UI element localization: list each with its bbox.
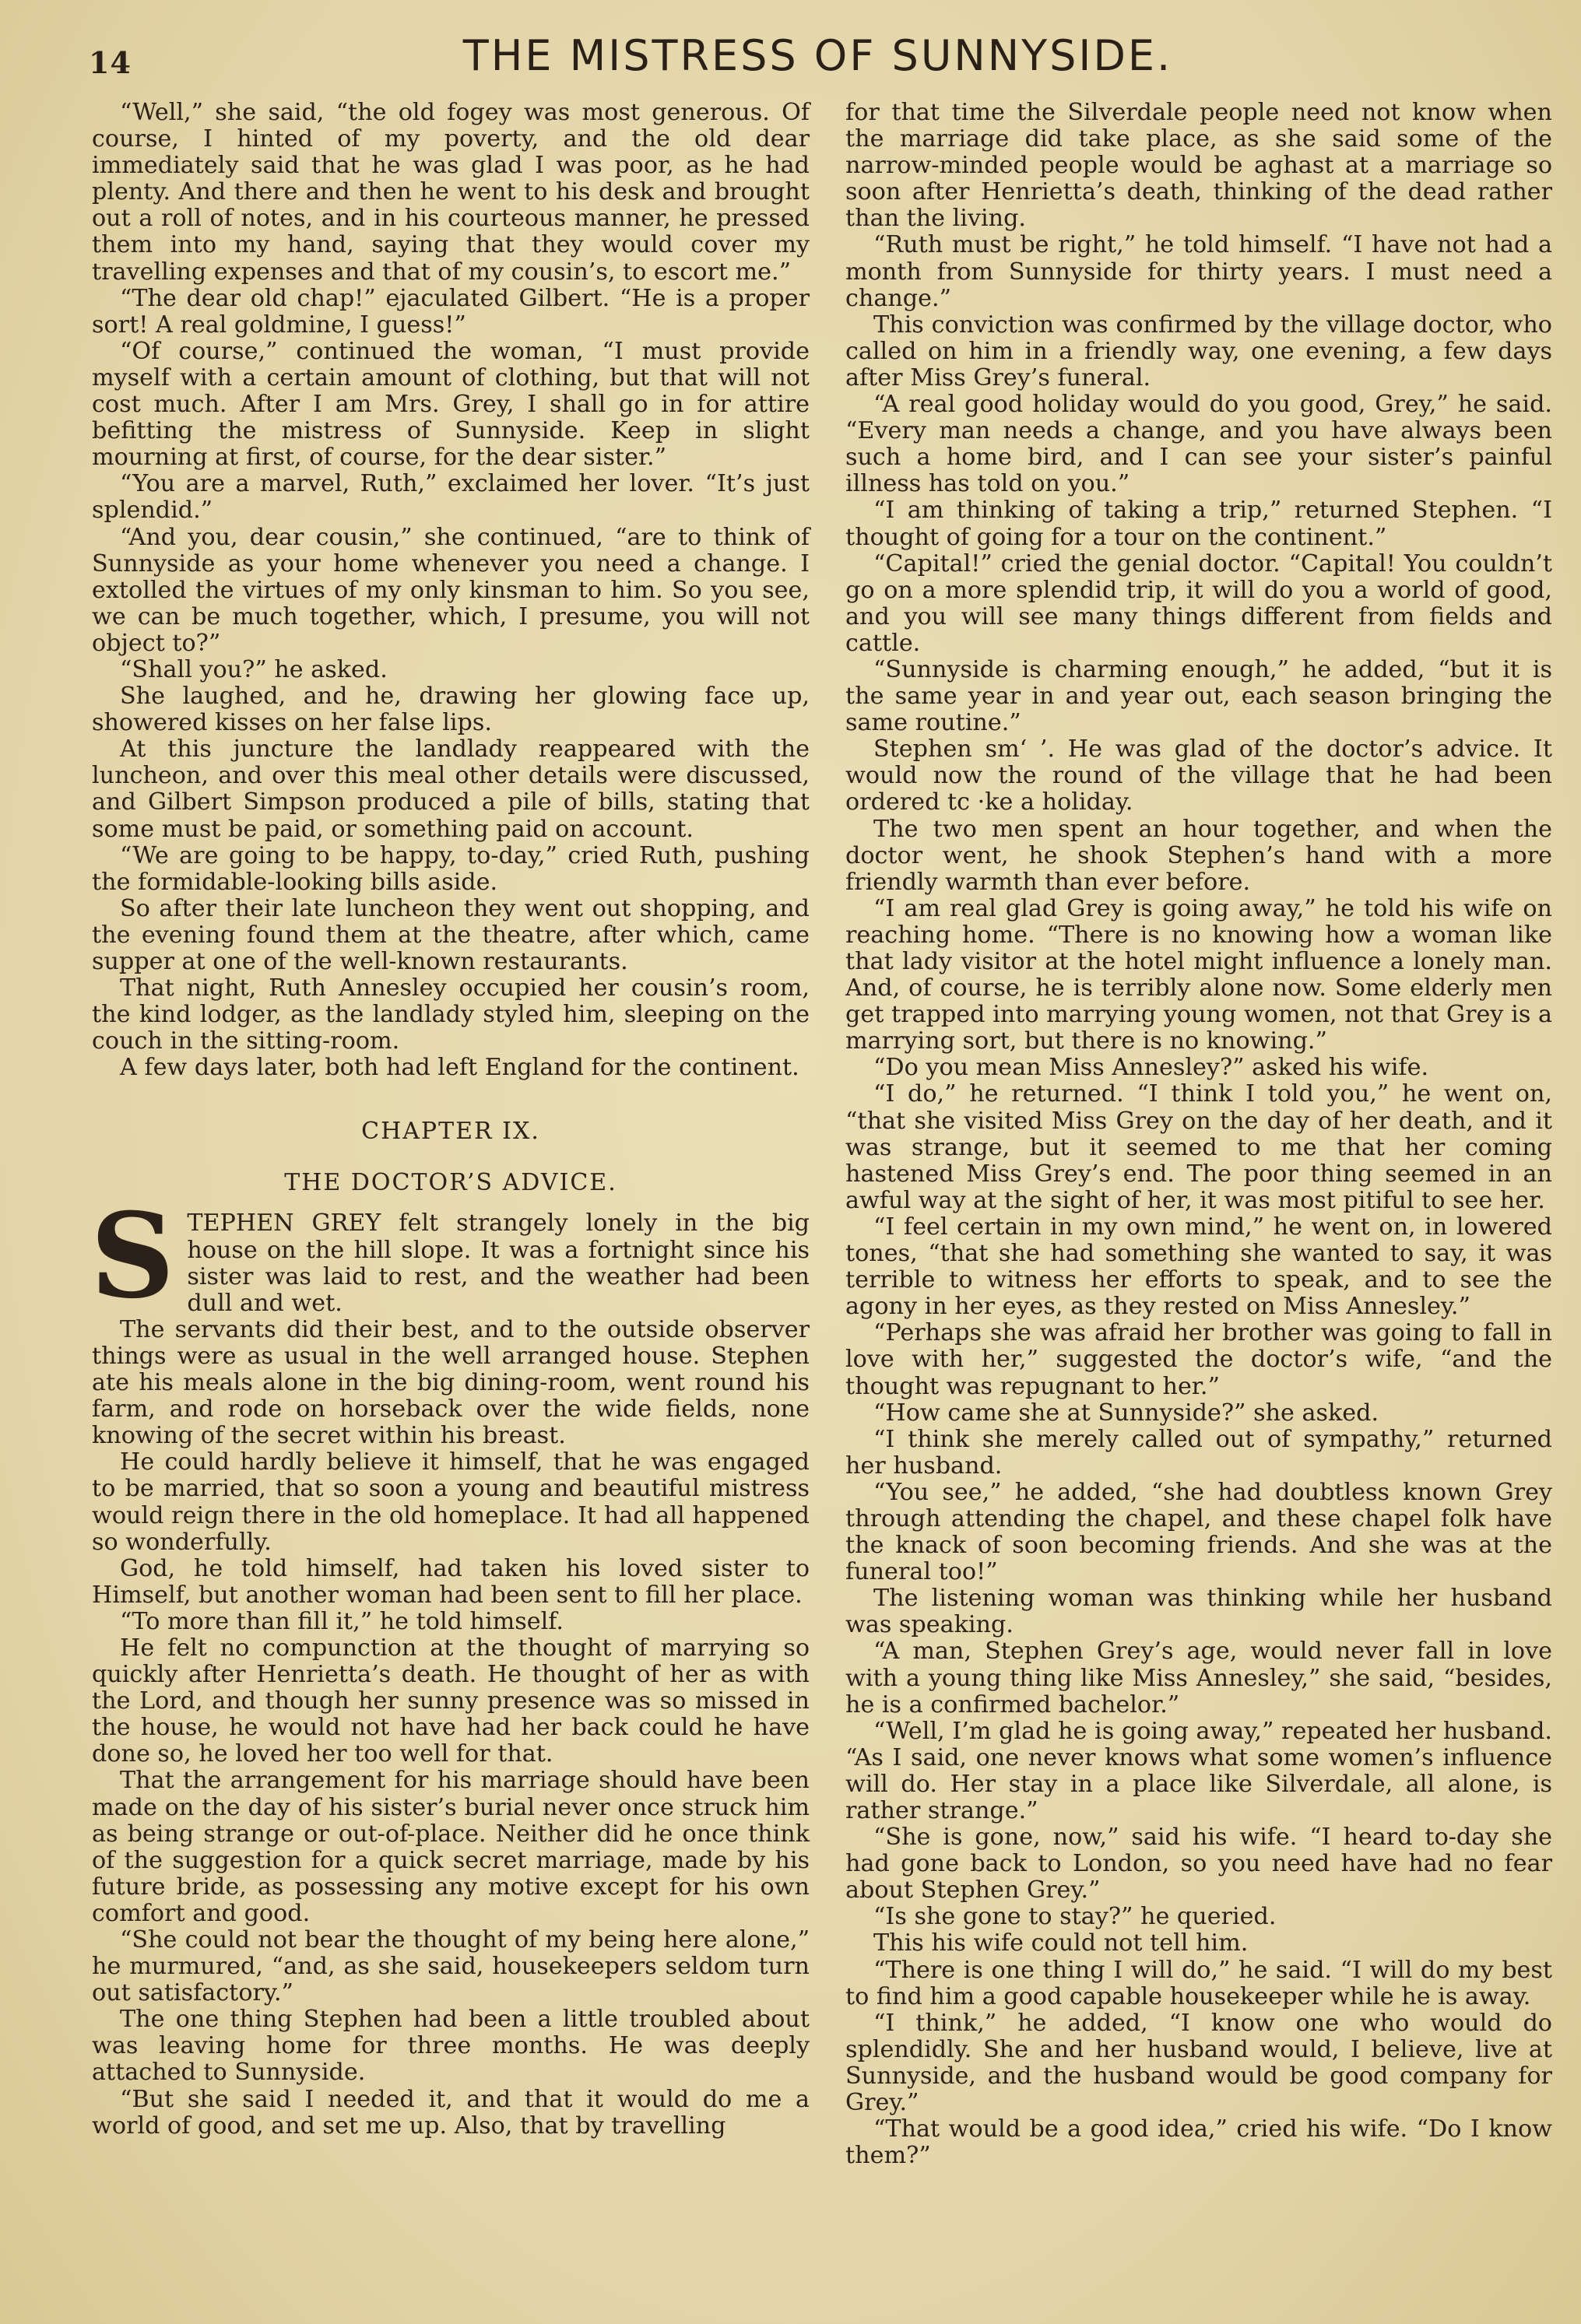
paragraph: “I think she merely called out of sympathy,” returned her husband. [845, 1425, 1552, 1480]
paragraph: “There is one thing I will do,” he said. “I will do my best to find him a good capable housekeeper while he is away. [845, 1956, 1552, 2010]
paragraph: Stephen sm‘ ’. He was glad of the doctor’s advice. It would now the round of the village that he had been ordered tc ·ke a holiday. [845, 735, 1552, 816]
paragraph: “Sunnyside is charming enough,” he added, “but it is the same year in and year out, each season bringing the same routine.” [845, 655, 1552, 737]
running-title: THE MISTRESS OF SUNNYSIDE. [462, 31, 1173, 80]
chapter-opening [90, 1188, 810, 1325]
paragraph: “And you, dear cousin,” she continued, “are to think of Sunnyside as your home whenever you need a change. I extolled the virtues of my only kinsman to him. So you see, we can be much together, which, I presume, you will not object to?” [92, 523, 810, 657]
page-header [86, 31, 1550, 86]
paragraph: He could hardly believe it himself, that he was engaged to be married, that so soon a young and beautiful mistress would reign there in the old homeplace. It had all happened so wonderfully. [92, 1448, 810, 1556]
paragraph: “Well,” she said, “the old fogey was most generous. Of course, I hinted of my poverty, and the old dear immediately said that he was glad I was poor, as he had plenty. And there and then he went to his desk and brought out a roll of notes, and in his courteous manner, he pressed them into my hand, saying that they would cover my travelling expenses and that of my cousin’s, to escort me.” [92, 99, 810, 286]
paragraph: At this juncture the landlady reappeared with the luncheon, and over this meal other details were discussed, and Gilbert Simpson produced a pile of bills, stating that some must be paid, or something paid on account. [92, 735, 810, 843]
opening-paragraph: TEPHEN GREY felt strangely lonely in the big house on the hill slope. It was a fortnight since his sister was laid to rest, and the weather had been dull and wet. [187, 1209, 810, 1317]
paragraph: for that time the Silverdale people need not know when the marriage did take place, as she said some of the narrow-minded people would be aghast at a marriage so soon after Henrietta’s death, thinking of the dead rather than the living. [845, 99, 1552, 233]
paragraph: “Perhaps she was afraid her brother was going to fall in love with her,” suggested the doctor’s wife, “and the thought was repugnant to her.” [845, 1319, 1552, 1400]
right-column [845, 100, 1552, 2169]
paragraph: “I feel certain in my own mind,” he went on, in lowered tones, “that she had something she wanted to say, it was terrible to witness her efforts to speak, and to see the agony in her eyes, as they rested on Miss Annesley.” [845, 1213, 1552, 1321]
paragraph: This his wife could not tell him. [873, 1929, 1249, 1957]
paragraph: “Well, I’m glad he is going away,” repeated her husband. “As I said, one never knows what some women’s influence will do. Her stay in a place like Silverdale, all alone, is rather strange.” [845, 1717, 1552, 1824]
page-number: 14 [89, 45, 132, 80]
paragraph: “A real good holiday would do you good, Grey,” he said. “Every man needs a change, and you have always been such a home bird, and I can see your sister’s painful illness has told on you.” [845, 391, 1552, 498]
paragraph: “She could not bear the thought of my being here alone,” he murmured, “and, as she said, housekeepers seldom turn out satisfactory.” [92, 1926, 810, 2007]
paragraph: God, he told himself, had taken his loved sister to Himself, but another woman had been sent to fill her place. [92, 1554, 810, 1609]
paragraph: “I think,” he added, “I know one who would do splendidly. She and her husband would, I believe, live at Sunnyside, and the husband would be good company for Grey.” [845, 2009, 1552, 2117]
chapter-title: THE DOCTOR’S ADVICE. [284, 1169, 617, 1197]
paragraph: “I am real glad Grey is going away,” he told his wife on reaching home. “There is no knowing how a woman like that lady visitor at the hotel might influence a lonely man. And, of course, he is terribly alone now. Some elderly men get trapped into marrying young women, not that Grey is a marrying sort, but there is no knowing.” [845, 894, 1552, 1055]
paragraph: The listening woman was thinking while her husband was speaking. [845, 1585, 1552, 1639]
paragraph: So after their late luncheon they went out shopping, and the evening found them at the theatre, after which, came supper at one of the well-known restaurants. [92, 894, 810, 975]
paragraph: A few days later, both had left England for the continent. [120, 1054, 799, 1082]
paragraph: “Shall you?” he asked. [120, 655, 388, 683]
paragraph: The one thing Stephen had been a little troubled about was leaving home for three months. He was deeply attached to Sunnyside. [92, 2006, 810, 2087]
paragraph: “But she said I needed it, and that it would do me a world of good, and set me up. Also, that by travelling [92, 2085, 810, 2140]
paragraph: “That would be a good idea,” cried his wife. “Do I know them?” [845, 2115, 1552, 2170]
paragraph: “Do you mean Miss Annesley?” asked his wife. [873, 1054, 1429, 1082]
paragraph: “We are going to be happy, to-day,” cried Ruth, pushing the formidable-looking bills aside. [92, 841, 810, 896]
paragraph: That the arrangement for his marriage should have been made on the day of his sister’s burial never once struck him as being strange or out-of-place. Neither did he once think of the suggestion for a quick secret marriage, made by his future bride, as possessing any motive except for his own comfort and good. [92, 1767, 810, 1927]
paragraph: “Ruth must be right,” he told himself. “I have not had a month from Sunnyside for thirty years. I must need a change.” [845, 231, 1552, 312]
paragraph: “I do,” he returned. “I think I told you,” he went on, “that she visited Miss Grey on the day of her death, and it was strange, but it seemed to me that her coming hastened Miss Grey’s end. The poor thing seemed in an awful way at the sight of her, it was most pitiful to see her. [845, 1080, 1552, 1214]
paragraph: “She is gone, now,” said his wife. “I heard to-day she had gone back to London, so you need have had no fear about Stephen Grey.” [845, 1824, 1552, 1904]
paragraph: “How came she at Sunnyside?” she asked. [873, 1399, 1379, 1427]
paragraph: This conviction was confirmed by the village doctor, who called on him in a friendly way, one evening, a few days after Miss Grey’s funeral. [845, 311, 1552, 391]
paragraph: “Of course,” continued the woman, “I must provide myself with a certain amount of clothing, but that will not cost much. After I am Mrs. Grey, I shall go in for attire befitting the mistress of Sunnyside. Keep in slight mourning at first, of course, for the dear sister.” [92, 337, 810, 472]
paragraph: “I am thinking of taking a trip,” returned Stephen. “I thought of going for a tour on the continent.” [845, 497, 1552, 551]
paragraph: He felt no compunction at the thought of marrying so quickly after Henrietta’s death. He thought of her as with the Lord, and though her sunny presence was so missed in the house, he would not have had her back could he have done so, he loved her too well for that. [92, 1634, 810, 1768]
paragraph: “The dear old chap!” ejaculated Gilbert. “He is a proper sort! A real goldmine, I guess!” [92, 284, 810, 339]
paragraph: The servants did their best, and to the outside observer things were as usual in the well arranged house. Stephen ate his meals alone in the big dining-room, went round his farm, and rode on horseback over the wide fields, none knowing of the secret within his breast. [92, 1315, 810, 1450]
paragraph: “Is she gone to stay?” he queried. [873, 1903, 1277, 1931]
paragraph: “A man, Stephen Grey’s age, would never fall in love with a young thing like Miss Annesley,” she said, “besides, he is a confirmed bachelor.” [845, 1638, 1552, 1718]
paragraph: The two men spent an hour together, and when the doctor went, he shook Stephen’s hand with a more friendly warmth than ever before. [845, 815, 1552, 896]
paragraph: “You are a marvel, Ruth,” exclaimed her lover. “It’s just splendid.” [92, 470, 810, 525]
left-column [92, 100, 810, 2140]
paragraph: She laughed, and he, drawing her glowing face up, showered kisses on her false lips. [92, 683, 810, 737]
paragraph: That night, Ruth Annesley occupied her cousin’s room, the kind lodger, as the landlady styled him, sleeping on the couch in the sitting-room. [92, 974, 810, 1055]
chapter-number: CHAPTER IX. [361, 1118, 540, 1146]
paragraph: “To more than fill it,” he told himself. [120, 1607, 564, 1635]
drop-cap: S [90, 1188, 175, 1325]
paragraph: “Capital!” cried the genial doctor. “Capital! You couldn’t go on a more splendid trip, it will do you a world of good, and you will see many things different from fields and cattle. [845, 549, 1552, 657]
paragraph: “You see,” he added, “she had doubtless known Grey through attending the chapel, and these chapel folk have the knack of soon becoming friends. And she was at the funeral too!” [845, 1478, 1552, 1586]
